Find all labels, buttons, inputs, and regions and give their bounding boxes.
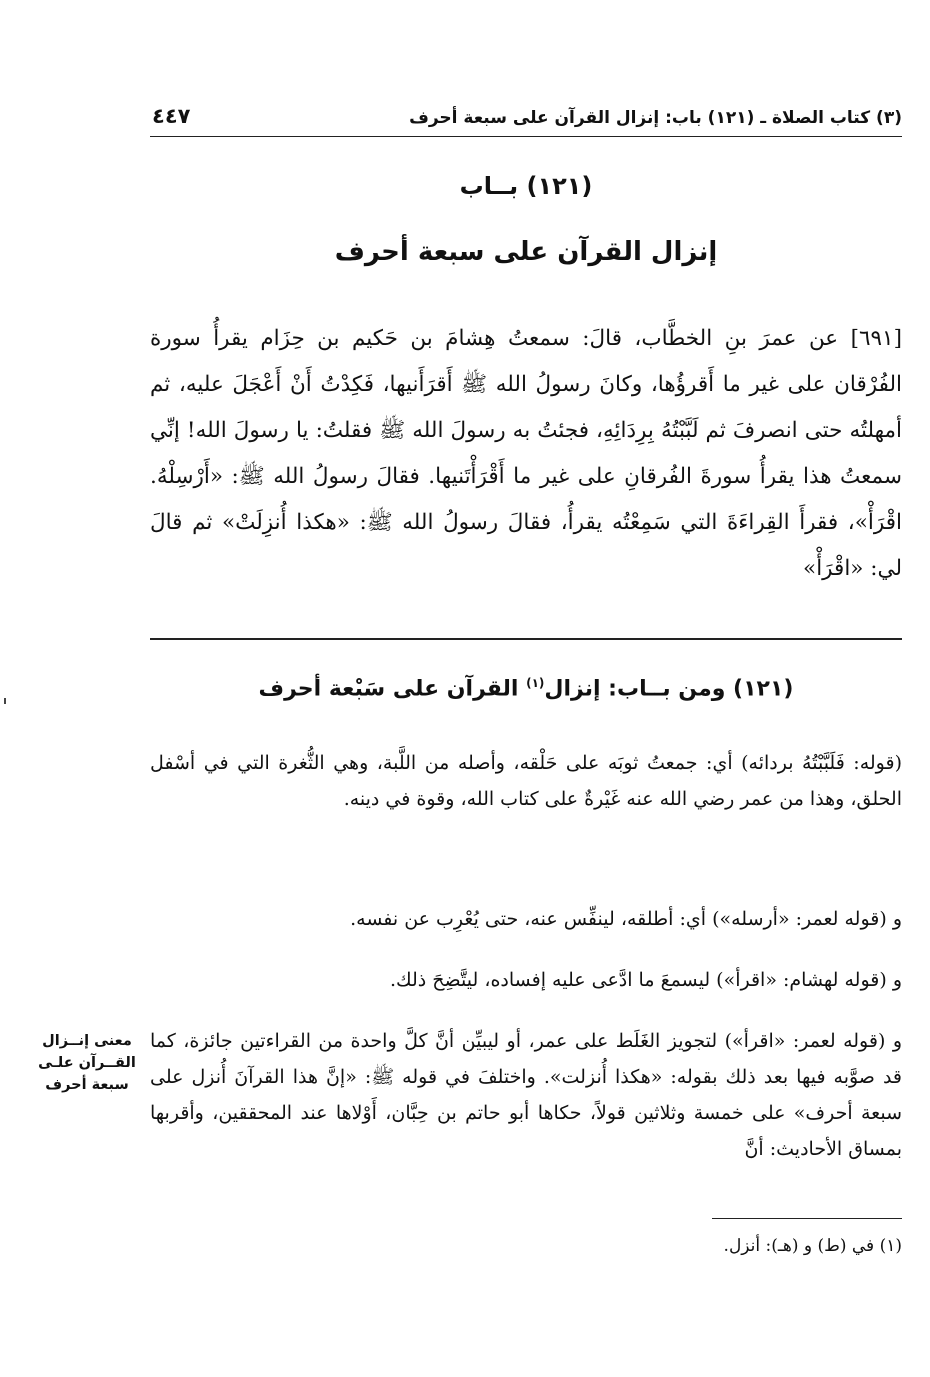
commentary-paragraph-4: و (قوله لعمر: «اقرأ») لتجويز الغَلَط على عمر، أو ليبيِّن أنَّ كلَّ واحدة من القراءتين جائزة، كما قد صوَّبه فيها بعد ذلك بقوله: «هكذا أُنزلت». واختلفَ في قوله ﷺ: «إنَّ هذا القرآنَ أُنزل على سبعة أحرف» على خمسة وثلاثين قولاً، حكاها أبو حاتم بن حِبَّان، أَوْلاها عند المحققين، وأقربها بمساق الأحاديث: أنَّ [150,1030,902,1160]
scan-mark [4,698,6,704]
footnote-divider [712,1218,902,1219]
commentary-heading [150,676,902,701]
section-divider [150,638,902,640]
running-head [150,102,902,136]
page-number: ٤٤٧ [152,104,191,128]
commentary-paragraph-2: و (قوله لعمر: «أرسله») أي: أطلقه، لينفِّس عنه، حتى يُعْرِب عن نفسه. [350,908,902,930]
header-divider [150,136,902,137]
margin-note: معنى إنــزال القــرآن علـى سبعة أحرف [38,1033,136,1093]
running-head-title: (٣) كتاب الصلاة ـ (١٢١) باب: إنزال القرآن على سبعة أحرف [409,108,902,128]
commentary-heading-start: (١٢١) ومن بــاب: إنزال [544,676,794,702]
hadith-text: [٦٩١] عن عمرَ بنِ الخطَّاب، قالَ: سمعتُ هِشامَ بن حَكيم بن حِزَام يقرأُ سورة الفُرْقان على غير ما أَقرؤُها، وكانَ رسولُ الله ﷺ أَقرَأَنيها، فَكِدْتُ أَنْ أَعْجَلَ عليه، ثم أمهلتُه حتى انصرفَ ثم لَبَّبْتُهُ بِرِدَائِهِ، فجئتُ به رسولَ الله ﷺ فقلتُ: يا رسولَ الله! إنِّي سمعتُ هذا يقرأُ سورةَ الفُرقانِ على غير ما أَقْرَأْتَنيها. فقالَ رسولُ الله ﷺ: «أَرْسِلْهُ. اقْرَأْ»، فقرأَ القِراءَةَ التي سَمِعْتُه يقرأُ، فقالَ رسولُ الله ﷺ: «هكذا أُنزِلَتْ» ثم قالَ لي: «اقْرَأْ» [150,326,902,581]
commentary-heading-end: القرآن على سَبْعة أحرف [258,676,519,702]
chapter-heading: (١٢١) بــاب [459,172,593,200]
footnote-marker: (١) [526,676,545,690]
commentary-paragraph-3: و (قوله لهشام: «اقرأ») ليسمعَ ما ادَّعى عليه إفساده، ليتَّضِحَ ذلك. [389,969,902,991]
footnote: (١) في (ط) و (هـ): أنزل. [723,1236,902,1256]
chapter-title: إنزال القرآن على سبعة أحرف [334,237,718,267]
commentary-paragraph-1: (قوله: فَلَبَّبْتُهُ بردائه) أي: جمعتُ ثوبَه على حَلْقه، وأصله من اللَّبة، وهي الثُّغرة التي في أسْفل الحلق، وهذا من عمر رضي الله عنه غَيْرةٌ على كتاب الله، وقوة في دينه. [150,752,902,810]
